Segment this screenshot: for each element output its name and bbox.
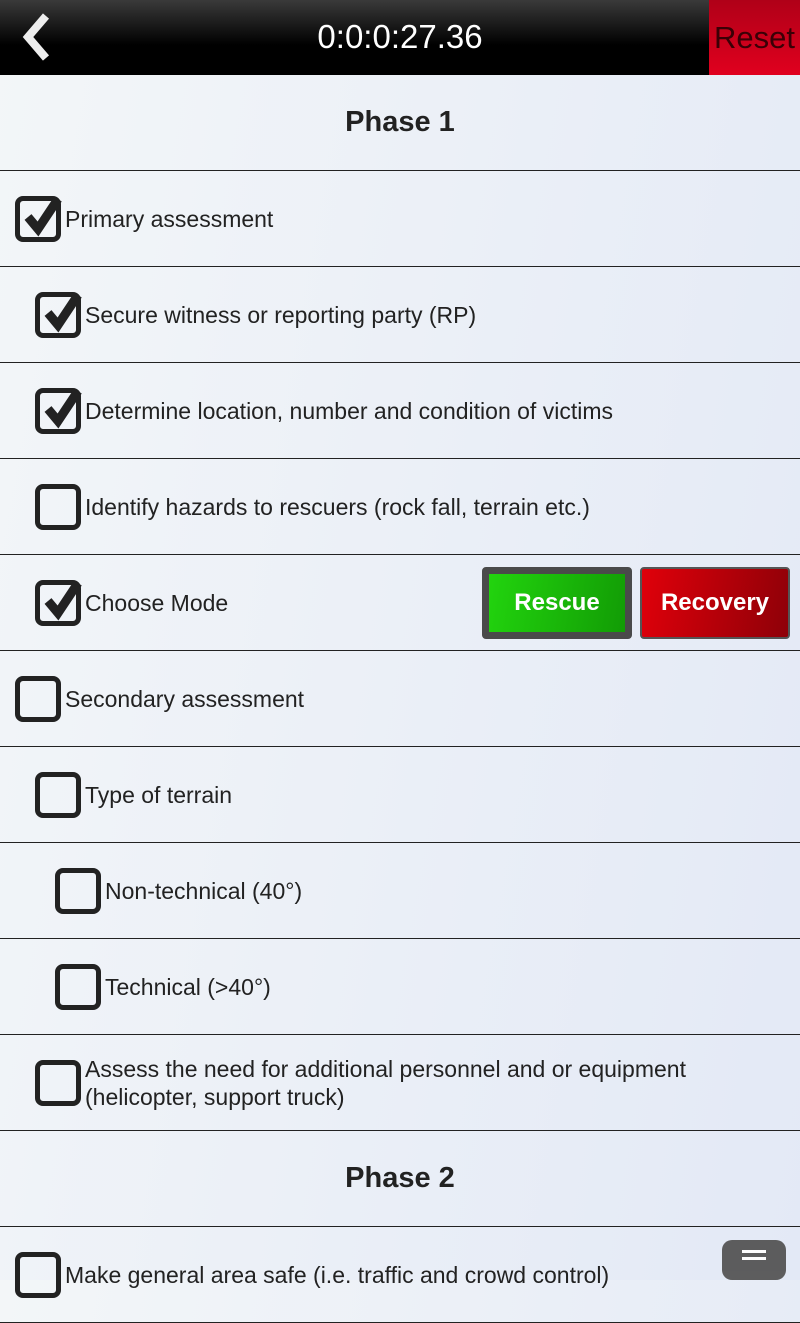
checked-checkbox[interactable] xyxy=(35,388,81,434)
checklist-item-label: Identify hazards to rescuers (rock fall, terrain etc.) xyxy=(85,493,590,520)
unchecked-checkbox[interactable] xyxy=(55,868,101,914)
reset-button[interactable]: Reset xyxy=(709,0,800,75)
checklist-item[interactable] xyxy=(0,171,800,267)
unchecked-checkbox[interactable] xyxy=(35,1060,81,1106)
checklist-item[interactable] xyxy=(0,267,800,363)
checklist-item[interactable] xyxy=(0,363,800,459)
checklist-item-label: Non-technical (40°) xyxy=(105,877,303,904)
menu-handle-icon[interactable] xyxy=(722,1240,786,1280)
checklist-item-label: Primary assessment xyxy=(65,205,274,232)
checked-checkbox[interactable] xyxy=(35,580,81,626)
recovery-button[interactable]: Recovery xyxy=(640,567,790,639)
checked-checkbox[interactable] xyxy=(35,292,81,338)
phase-header: Phase 1 xyxy=(0,75,800,171)
checklist-item-label: Secure witness or reporting party (RP) xyxy=(85,301,477,328)
phase-header: Phase 2 xyxy=(0,1131,800,1227)
checklist-item-label: Choose Mode xyxy=(85,589,229,616)
checklist-item-label: Make general area safe (i.e. traffic and crowd control) xyxy=(65,1261,610,1288)
unchecked-checkbox[interactable] xyxy=(15,1252,61,1298)
checked-checkbox[interactable] xyxy=(15,196,61,242)
unchecked-checkbox[interactable] xyxy=(35,484,81,530)
checklist-item[interactable] xyxy=(0,651,800,747)
checklist-item[interactable] xyxy=(0,939,800,1035)
checklist-item[interactable] xyxy=(0,747,800,843)
checklist-item-label: Assess the need for additional personnel and or equipment (helicopter, support truck) xyxy=(85,1055,686,1110)
unchecked-checkbox[interactable] xyxy=(15,676,61,722)
checklist-item[interactable] xyxy=(0,1035,800,1131)
timer-display: 0:0:0:27.36 xyxy=(317,18,483,55)
rescue-button[interactable]: Rescue xyxy=(482,567,632,639)
checklist-item-label: Determine location, number and condition of victims xyxy=(85,397,613,424)
checklist-item[interactable] xyxy=(0,1227,800,1323)
checklist-item[interactable] xyxy=(0,555,800,651)
unchecked-checkbox[interactable] xyxy=(55,964,101,1010)
top-bar xyxy=(0,0,800,75)
checklist-item[interactable] xyxy=(0,843,800,939)
checklist-item-label: Secondary assessment xyxy=(65,685,305,712)
checklist-item-label: Technical (>40°) xyxy=(105,973,271,1000)
checklist-item[interactable] xyxy=(0,459,800,555)
checklist-item-label: Type of terrain xyxy=(85,781,233,808)
unchecked-checkbox[interactable] xyxy=(35,772,81,818)
